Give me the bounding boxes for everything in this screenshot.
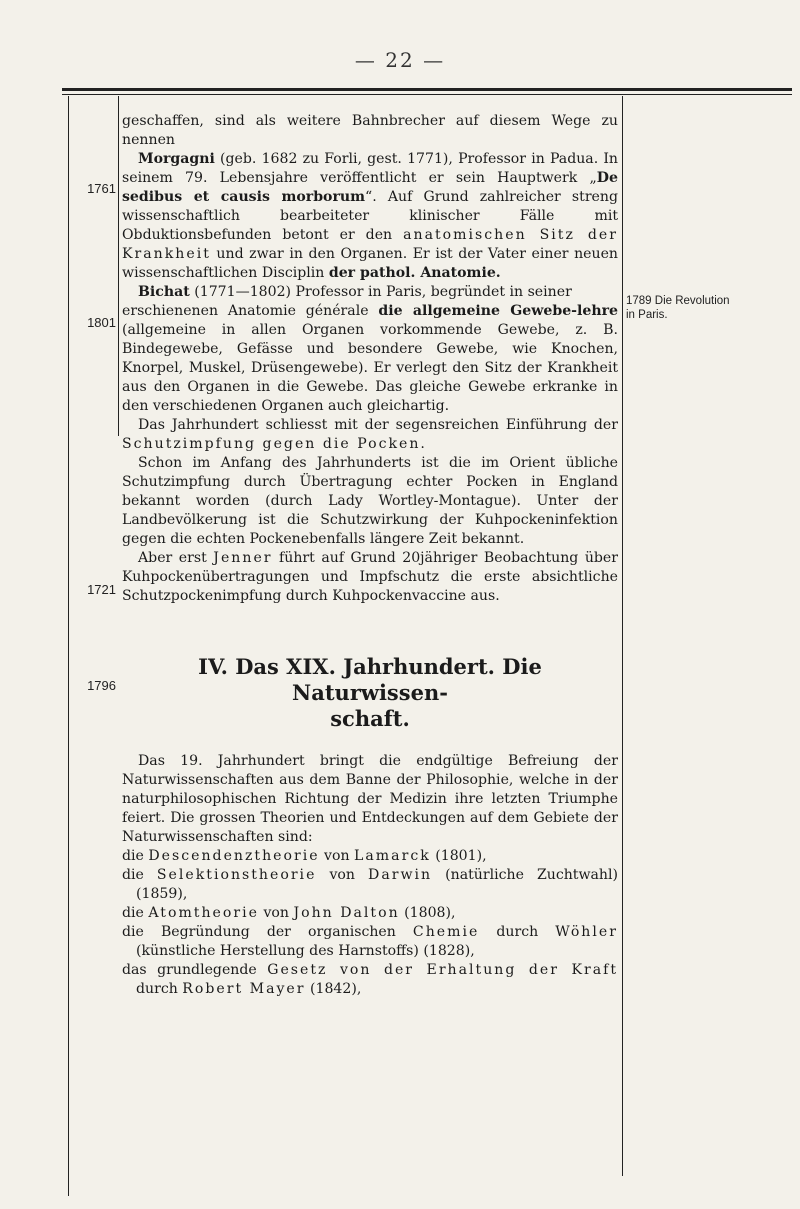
year-1761: 1761 — [87, 181, 116, 196]
bichat-text1: (1771—1802) Professor in Paris, begründet in seiner — [189, 284, 572, 300]
top-rule — [62, 88, 792, 91]
theory-name: Gesetz von der Erhaltung der Kraft — [267, 962, 618, 978]
theory-item — [122, 923, 618, 961]
theory-post: (natürliche Zuchtwahl) (1859), — [136, 867, 619, 902]
century-end-spaced: Schutzimpfung gegen die Pocken. — [122, 436, 427, 452]
main-text — [122, 112, 618, 999]
side-note-revolution — [626, 294, 796, 322]
morgagni-discipline: der pathol. Anatomie. — [328, 265, 501, 281]
theory-name: Atomtheorie — [148, 905, 259, 921]
paragraph-jenner — [122, 549, 618, 606]
theory-pre: die — [122, 848, 149, 864]
jenner-text1: Aber erst — [138, 550, 214, 566]
morgagni-name: Morgagni — [138, 151, 215, 167]
theory-pre: die — [122, 905, 149, 921]
theory-name: Selektionstheorie — [156, 867, 317, 883]
theory-list — [122, 847, 618, 999]
theory-name: Chemie — [412, 924, 480, 940]
page-number: — 22 — — [354, 48, 446, 72]
theory-post: (1801), — [430, 848, 487, 864]
jenner-name: Jenner — [213, 550, 273, 566]
bichat-text2: erschienenen Anatomie générale — [122, 303, 379, 319]
theory-post: (1842), — [305, 981, 362, 997]
paragraph-orient: Schon im Anfang des Jahrhunderts ist die im Orient übliche Schutzimpfung durch Übertragung echter Pocken in England bekannt worden (durch Lady Wortley-Montague). Unter der Landbevölkerung ist die Schutzwirkung der Kuhpockeninfektion gegen die echten Pockenebenfalls längere Zeit bekannt. — [122, 455, 618, 547]
theory-mid: von — [258, 905, 294, 921]
year-1801: 1801 — [87, 315, 116, 330]
theory-pre: die — [122, 867, 157, 883]
morgagni-text1: (geb. 1682 zu Forli, gest. 1771), Professor in Padua. In seinem 79. Lebensjahre veröffentlicht er sein Hauptwerk „ — [122, 151, 618, 186]
year-1796: 1796 — [87, 678, 116, 693]
theory-post: (1808), — [399, 905, 456, 921]
side-note-line1: 1789 Die Revolution — [626, 295, 730, 307]
theory-item — [122, 847, 618, 866]
theory-mid: von — [316, 867, 369, 883]
theory-mid: durch — [136, 981, 183, 997]
theory-pre: das grundlegende — [122, 962, 268, 978]
heading-line2: schaft. — [330, 706, 410, 731]
bichat-name: Bichat — [138, 284, 190, 300]
century-end-text: Das Jahrhundert schliesst mit der segensreichen Einführung der — [138, 417, 618, 433]
right-margin-line — [622, 96, 623, 1176]
left-margin-line — [68, 96, 69, 1196]
theory-pre: die Begründung der organischen — [122, 924, 413, 940]
theory-name: Descendenztheorie — [148, 848, 320, 864]
theory-author: Lamarck — [354, 848, 431, 864]
year-1721: 1721 — [87, 582, 116, 597]
morgagni-spaced: anatomischen Sitz der Krankheit — [122, 227, 618, 262]
paragraph-morgagni — [122, 150, 618, 283]
jenner-text2: führt auf Grund 20jähriger Beobachtung über Kuhpockenübertragungen und Impfschutz die erste absichtliche Schutzpockenimpfung durch Kuhpockenvaccine aus. — [122, 550, 618, 604]
theory-item — [122, 866, 618, 904]
morgagni-text3: und zwar in den Organen. Er ist der Vater einer neuen wissenschaftlichen Disciplin — [122, 246, 618, 281]
bichat-text3: (allgemeine in allen Organen vorkommende Gewebe, z. B. Bindegewebe, Gefässe und besondere Gewebe, wie Knochen, Knorpel, Muskel, Drüsengewebe). Er verlegt den Sitz der Krankheit aus den Organen in die Gewebe. Das gleiche Gewebe erkranke in den verschiedenen Organen auch gleichartig. — [122, 322, 618, 414]
theory-mid: von — [319, 848, 355, 864]
paragraph-bichat — [122, 283, 618, 302]
theory-mid: durch — [479, 924, 556, 940]
theory-post: (künstliche Herstellung des Harnstoffs) (1828), — [136, 943, 475, 959]
theory-item — [122, 961, 618, 999]
morgagni-text2: “. Auf Grund zahlreicher streng wissenschaftlich bearbeiteter klinischer Fälle mit Obduktionsbefunden betont er den — [122, 189, 618, 243]
theory-author: Robert Mayer — [182, 981, 306, 997]
year-column-line — [118, 96, 119, 436]
morgagni-title: De sedibus et causis morborum — [122, 170, 618, 205]
theory-item — [122, 904, 618, 923]
section-heading — [122, 654, 618, 732]
bichat-bold: die allgemeine Gewebe-lehre — [378, 303, 618, 319]
paragraph-nineteenth-century: Das 19. Jahrhundert bringt die endgültige Befreiung der Naturwissenschaften aus dem Banne der Philosophie, welche in der naturphilosophischen Richtung der Medizin ihre letzten Triumphe feiert. Die grossen Theorien und Entdeckungen auf dem Gebiete der Naturwissenschaften sind: — [122, 753, 618, 845]
paragraph-intro: geschaffen, sind als weitere Bahnbrecher auf diesem Wege zu nennen — [122, 113, 618, 148]
top-rule-thin — [62, 94, 792, 95]
paragraph-bichat-cont — [122, 302, 618, 416]
heading-line1: IV. Das XIX. Jahrhundert. Die Naturwissen- — [198, 654, 542, 705]
side-note-line2: in Paris. — [626, 309, 668, 321]
theory-author: Darwin — [368, 867, 433, 883]
paragraph-century-end — [122, 416, 618, 454]
theory-author: John Dalton — [293, 905, 400, 921]
theory-author: Wöhler — [555, 924, 618, 940]
